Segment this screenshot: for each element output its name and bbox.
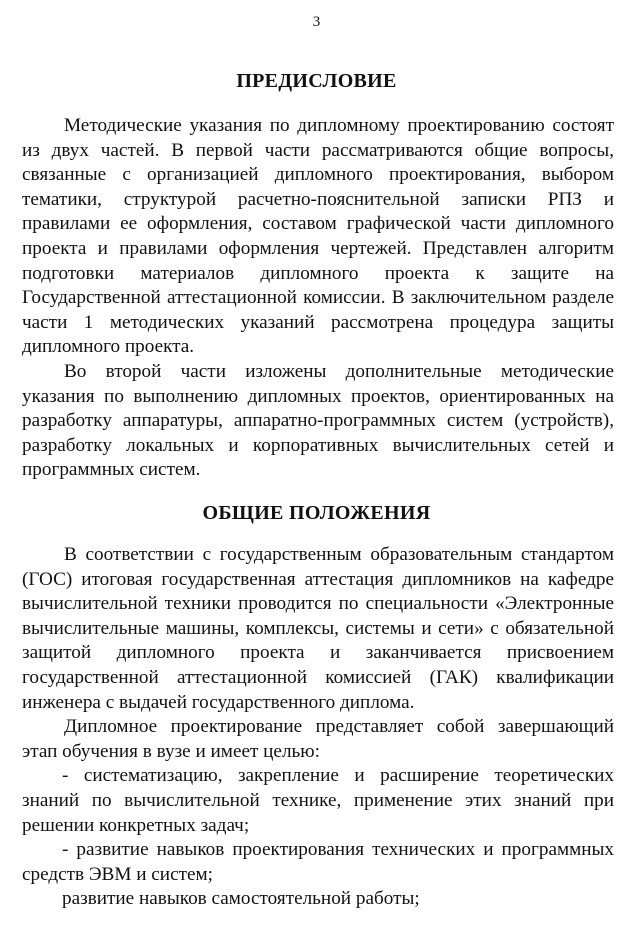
preface-paragraph-1: Методические указания по дипломному проектированию состоят из двух частей. В первой части рассматриваются общие вопросы, связанные с организацией дипломного проектирования, выбором тематики, структурой расчетно-пояснительной записки РПЗ и правилами ее оформления, составом графической части дипломного проекта и правилами оформления чертежей. Представлен алгоритм подготовки материалов дипломного проекта к защите на Государственной аттестационной комиссии. В заключительном разделе части 1 методических указаний рассмотрена процедура защиты дипломного проекта. [22,115,614,358]
preface-paragraph-2: Во второй части изложены дополнительные методические указания по выполнению дипломных проектов, ориентированных на разработку аппаратуры, аппаратно-программных систем (устройств), разработку локальных и корпоративных вычислительных сетей и программных систем. [22,360,614,481]
preface-section [22,114,614,483]
general-provisions-title: ОБЩИЕ ПОЛОЖЕНИЯ [202,502,431,524]
goal-item-2: - развитие навыков проектирования технических и программных средств ЭВМ и систем; [22,839,614,885]
goal-item-1: - систематизацию, закрепление и расширение теоретических знаний по вычислительной технике, применение этих знаний при решении конкретных задач; [22,765,614,836]
preface-title: ПРЕДИСЛОВИЕ [236,70,397,92]
general-paragraph-2: Дипломное проектирование представляет собой завершающий этап обучения в вузе и имеет целью: [22,716,614,762]
general-provisions-section [22,543,614,912]
goal-item-3: развитие навыков самостоятельной работы; [62,888,420,910]
page-number: 3 [312,14,321,30]
general-paragraph-1: В соответствии с государственным образовательным стандартом (ГОС) итоговая государственная аттестация дипломников на кафедре вычислительной техники проводится по специальности «Электронные вычислительные машины, комплексы, системы и сети» с обязательной защитой дипломного проекта и заканчивается присвоением государственной аттестационной комиссией (ГАК) квалификации инженера с выдачей государственного диплома. [22,544,614,713]
